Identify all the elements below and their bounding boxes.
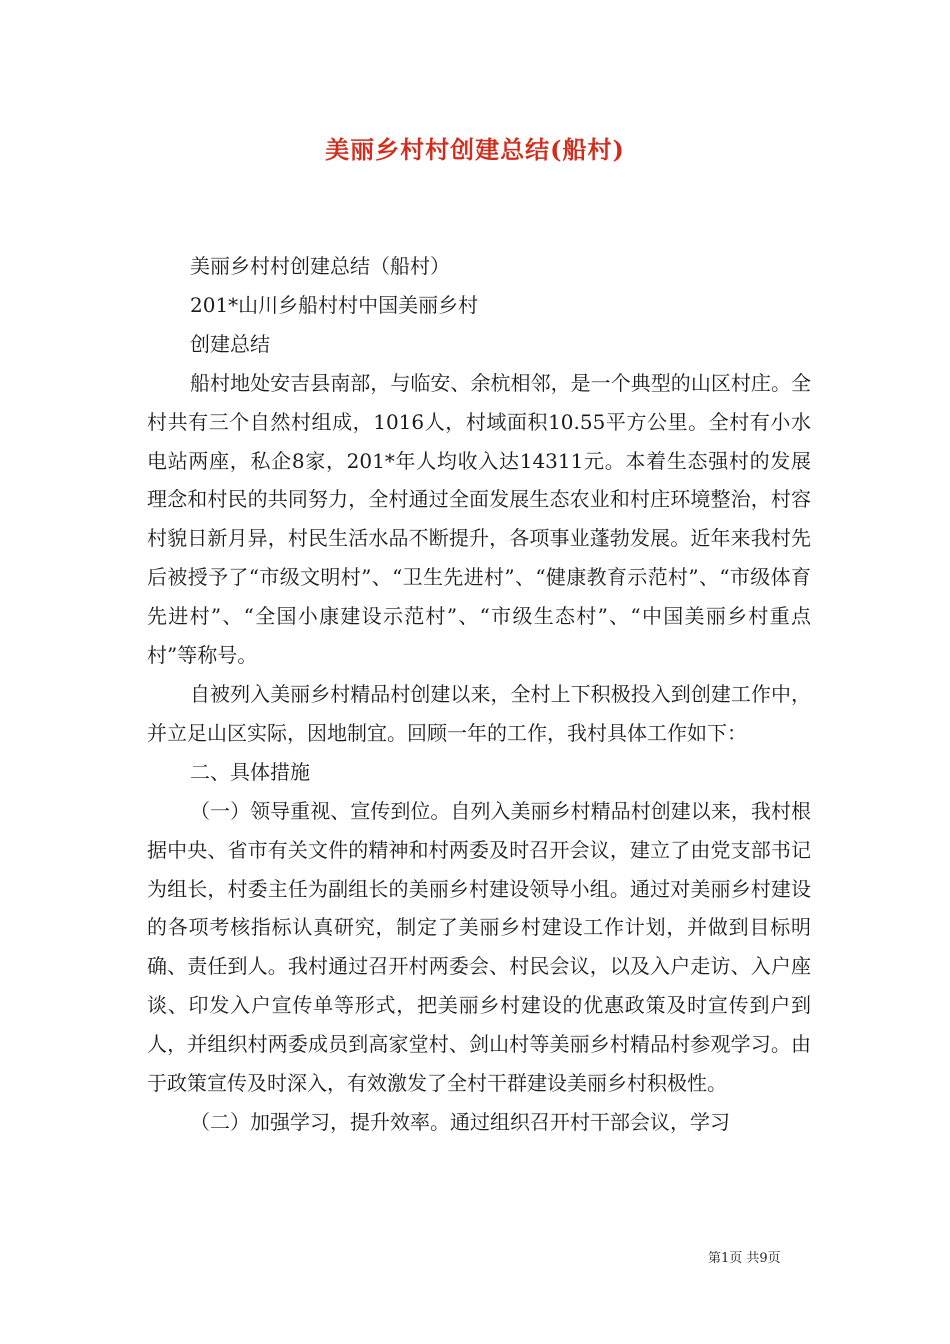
paragraph-review: 自被列入美丽乡村精品村创建以来，全村上下积极投入到创建工作中，并立足山区实际，因地制宜。回顾一年的工作，我村具体工作如下： [147,681,811,745]
paragraph-heading-line: 创建总结 [190,331,270,356]
section-heading: 二、具体措施 [190,759,310,784]
document-body [147,247,811,1142]
document-title: 美丽乡村村创建总结(船村) [325,135,625,164]
paragraph-heading-line: 201*山川乡船村村中国美丽乡村 [190,292,479,317]
paragraph-measure-1: （一）领导重视、宣传到位。自列入美丽乡村精品村创建以来，我村根据中央、省市有关文件的精神和村两委及时召开会议，建立了由党支部书记为组长，村委主任为副组长的美丽乡村建设领导小组。通过对美丽乡村建设的各项考核指标认真研究，制定了美丽乡村建设工作计划，并做到目标明确、责任到人。我村通过召开村两委会、村民会议，以及入户走访、入户座谈、印发入户宣传单等形式，把美丽乡村建设的优惠政策及时宣传到户到人，并组织村两委成员到高家堂村、剑山村等美丽乡村精品村参观学习。由于政策宣传及时深入，有效激发了全村干群建设美丽乡村积极性。 [147,798,811,1096]
page-number: 第1页 共9页 [708,1251,781,1266]
paragraph-subtitle: 美丽乡村村创建总结（船村） [190,254,450,278]
paragraph-measure-2: （二）加强学习，提升效率。通过组织召开村干部会议，学习 [190,1109,730,1134]
paragraph-intro: 船村地处安吉县南部，与临安、余杭相邻，是一个典型的山区村庄。全村共有三个自然村组成，1016人，村域面积10.55平方公里。全村有小水电站两座，私企8家，201*年人均收入达14311元。本着生态强村的发展理念和村民的共同努力，全村通过全面发展生态农业和村庄环境整治，村容村貌日新月异，村民生活水品不断提升，各项事业蓬勃发展。近年来我村先后被授予了“市级文明村”、“卫生先进村”、“健康教育示范村”、“市级体育先进村”、“全国小康建设示范村”、“市级生态村”、“中国美丽乡村重点村”等称号。 [147,370,811,668]
